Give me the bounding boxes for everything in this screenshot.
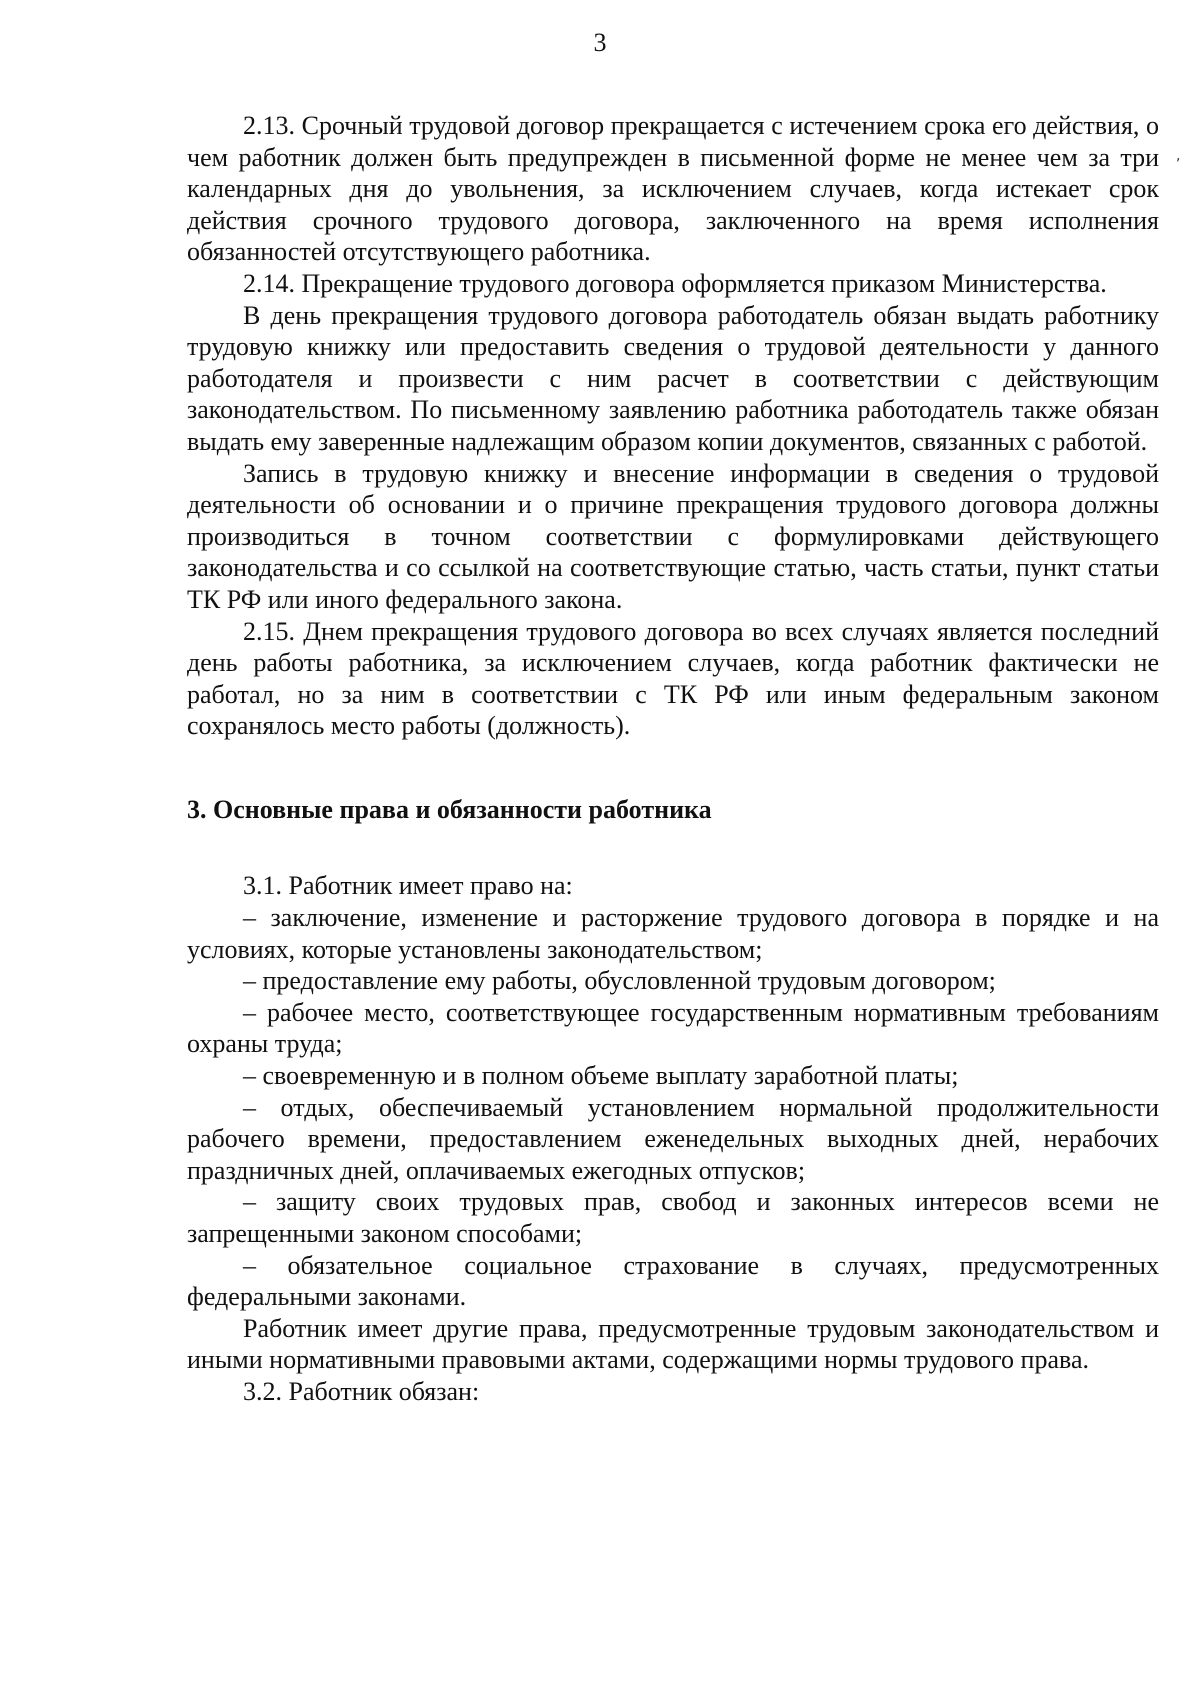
list-item-salary: – своевременную и в полном объеме выплату заработной платы; <box>243 1061 959 1091</box>
paragraph-2-13: 2.13. Срочный трудовой договор прекращается с истечением срока его действия, о чем работник должен быть предупрежден в письменной форме не менее чем за три календарных дня до увольнения, за исключением случаев, когда истекает срок действия срочного трудового договора, заключенного на время исполнения обязанностей отсутствующего работника. <box>187 111 1159 267</box>
document-body <box>187 110 1159 1408</box>
paragraph-3-2: 3.2. Работник обязан: <box>243 1376 480 1406</box>
paragraph-2-15: 2.15. Днем прекращения трудового договора во всех случаях является последний день работы работника, за исключением случаев, когда работник фактически не работал, но за ним в соответствии с ТК РФ или иным федеральным законом сохранялось место работы (должность). <box>187 616 1159 741</box>
list-item-insurance: – обязательное социальное страхование в случаях, предусмотренных федеральными законами. <box>187 1250 1159 1312</box>
margin-mark: , <box>1176 148 1181 164</box>
paragraph-workbook-record: Запись в трудовую книжку и внесение информации в сведения о трудовой деятельности об основании и о причине прекращения трудового договора должны производиться в точном соответствии с формулировками действующего законодательства и со ссылкой на соответствующие статью, часть статьи, пункт статьи ТК РФ или иного федерального закона. <box>187 458 1159 614</box>
paragraph-3-1: 3.1. Работник имеет право на: <box>243 871 573 901</box>
paragraph-termination-day: В день прекращения трудового договора работодатель обязан выдать работнику трудовую книжку или предоставить сведения о трудовой деятельности у данного работодателя и произвести с ним расчет в соответствии с действующим законодательством. По письменному заявлению работника работодатель также обязан выдать ему заверенные надлежащим образом копии документов, связанных с работой. <box>187 300 1159 456</box>
paragraph-2-14: 2.14. Прекращение трудового договора оформляется приказом Министерства. <box>243 268 1107 298</box>
list-item-contract: – заключение, изменение и расторжение трудового договора в порядке и на условиях, которые установлены законодательством; <box>187 903 1159 964</box>
list-item-workplace: – рабочее место, соответствующее государственным нормативным требованиям охраны труда; <box>187 997 1159 1059</box>
section-3-heading: 3. Основные права и обязанности работника <box>187 794 712 824</box>
list-item-work-provision: – предоставление ему работы, обусловленной трудовым договором; <box>243 966 996 996</box>
list-item-protection: – защиту своих трудовых прав, свобод и законных интересов всеми не запрещенными законом способами; <box>187 1187 1159 1248</box>
page-number: 3 <box>593 28 607 57</box>
list-item-rest: – отдых, обеспечиваемый установлением нормальной продолжительности рабочего времени, предоставлением еженедельных выходных дней, нерабочих праздничных дней, оплачиваемых ежегодных отпусков; <box>187 1092 1159 1185</box>
paragraph-other-rights: Работник имеет другие права, предусмотренные трудовым законодательством и иными нормативными правовыми актами, содержащими нормы трудового права. <box>187 1313 1159 1375</box>
